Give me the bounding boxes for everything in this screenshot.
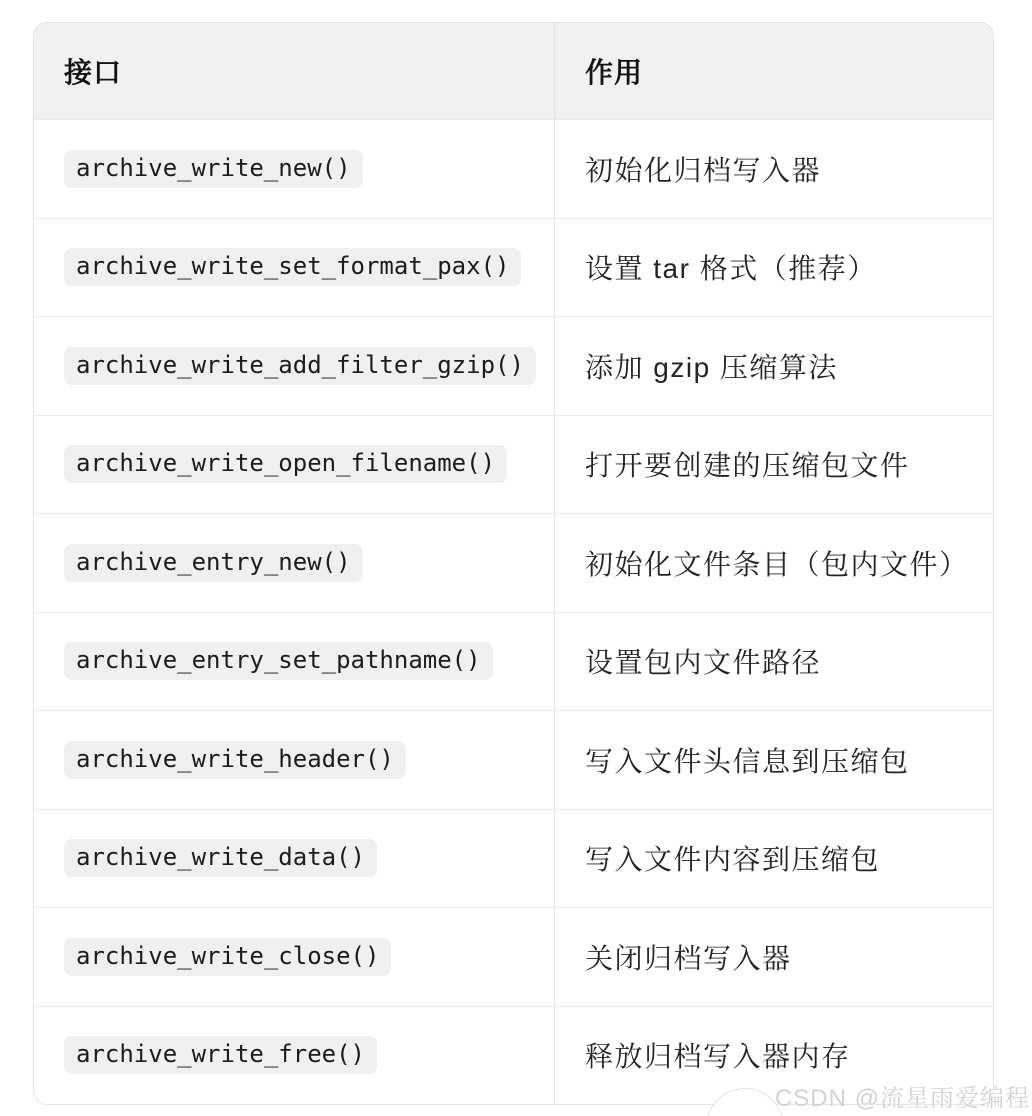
api-code-chip: archive_write_new() (64, 150, 363, 188)
api-code-chip: archive_write_header() (64, 741, 406, 779)
api-description: 关闭归档写入器 (585, 942, 792, 974)
cell-api (34, 120, 554, 218)
api-code-chip: archive_entry_new() (64, 544, 363, 582)
cell-desc (554, 810, 993, 908)
cell-desc (554, 416, 993, 514)
cell-api (34, 1007, 554, 1105)
cell-api (34, 908, 554, 1006)
cell-desc (554, 613, 993, 711)
cell-desc (554, 219, 993, 317)
api-description: 初始化归档写入器 (585, 154, 822, 186)
cell-api (34, 514, 554, 612)
api-description: 添加 gzip 压缩算法 (585, 351, 838, 383)
cell-api (34, 613, 554, 711)
csdn-watermark: CSDN @流星雨爱编程 (774, 1085, 1030, 1112)
table-row (34, 119, 993, 218)
cell-api (34, 317, 554, 415)
api-description: 写入文件内容到压缩包 (585, 844, 881, 876)
column-header-desc: 作用 (585, 57, 644, 88)
cell-api (34, 219, 554, 317)
table-row (34, 316, 993, 415)
cell-desc (554, 514, 993, 612)
table-row (34, 415, 993, 514)
header-cell-api (34, 23, 554, 119)
api-description: 打开要创建的压缩包文件 (585, 450, 910, 482)
cell-desc (554, 711, 993, 809)
api-description: 设置 tar 格式（推荐） (585, 253, 877, 285)
cell-desc (554, 908, 993, 1006)
api-description: 初始化文件条目（包内文件） (585, 548, 969, 580)
cell-api (34, 416, 554, 514)
table-row (34, 218, 993, 317)
api-code-chip: archive_write_add_filter_gzip() (64, 347, 536, 385)
table-row (34, 612, 993, 711)
api-description: 释放归档写入器内存 (585, 1041, 851, 1073)
column-header-api: 接口 (64, 57, 123, 88)
api-description: 设置包内文件路径 (585, 647, 822, 679)
cell-desc (554, 317, 993, 415)
cell-api (34, 711, 554, 809)
api-reference-table (33, 22, 994, 1105)
api-code-chip: archive_write_open_filename() (64, 445, 507, 483)
api-code-chip: archive_write_set_format_pax() (64, 248, 521, 286)
table-body (34, 119, 993, 1104)
api-description: 写入文件头信息到压缩包 (585, 745, 910, 777)
api-code-chip: archive_write_data() (64, 839, 377, 877)
table-row (34, 710, 993, 809)
table-row (34, 809, 993, 908)
api-code-chip: archive_write_free() (64, 1036, 377, 1074)
table-row (34, 513, 993, 612)
cell-api (34, 810, 554, 908)
api-code-chip: archive_write_close() (64, 938, 391, 976)
cell-desc (554, 120, 993, 218)
header-cell-desc (554, 23, 993, 119)
table-row (34, 907, 993, 1006)
table-header-row (34, 23, 993, 119)
api-code-chip: archive_entry_set_pathname() (64, 642, 493, 680)
